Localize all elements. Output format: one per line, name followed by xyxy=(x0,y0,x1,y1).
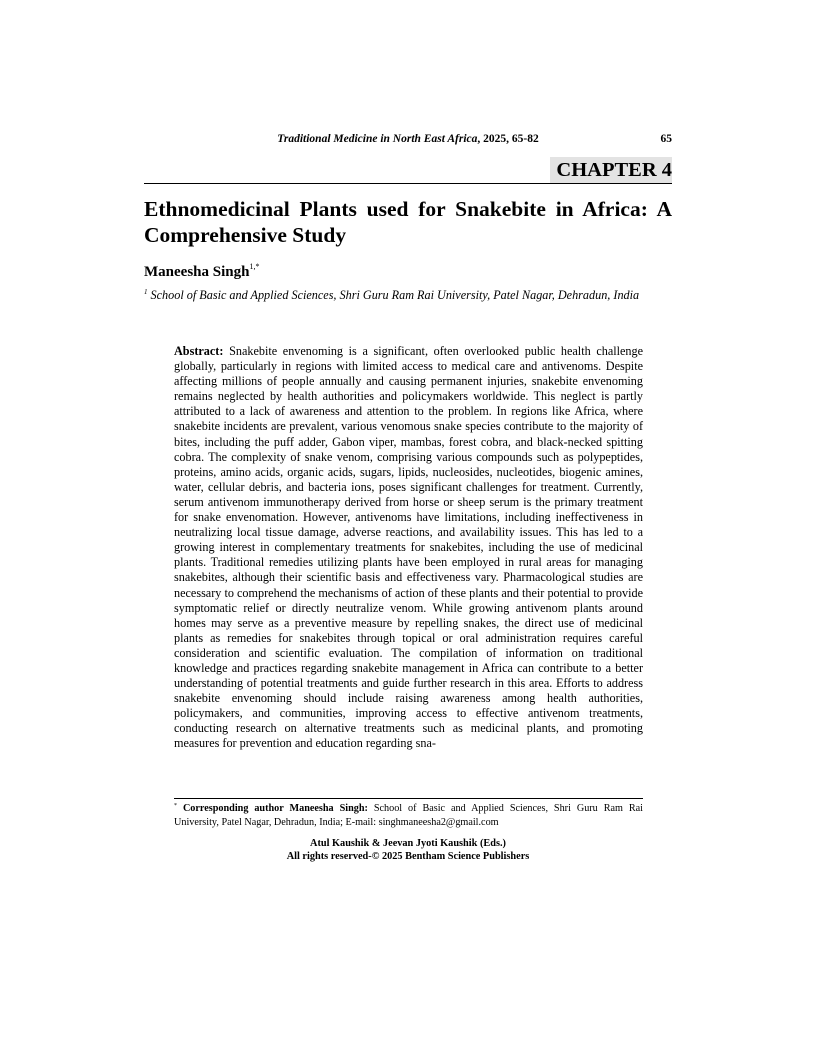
page-number: 65 xyxy=(660,133,672,145)
rights-line: All rights reserved-© 2025 Bentham Science Publishers xyxy=(286,851,530,862)
footnote xyxy=(174,800,643,829)
footnote-rule xyxy=(174,798,643,799)
affiliation xyxy=(144,285,672,304)
journal-name: Traditional Medicine in North East Africa xyxy=(277,133,478,145)
editors-line: Atul Kaushik & Jeevan Jyoti Kaushik (Eds.) xyxy=(310,838,506,849)
abstract-text: Snakebite envenoming is a significant, often overlooked public health challenge globally, particularly in regions with limited access to medical care and antivenoms. Despite affecting millions of people annually and causing permanent injuries, snakebite envenoming remains neglected by health authorities and policymakers worldwide. This neglect is partly attributed to a lack of awareness and attention to the problem. In regions like Africa, where snakebite incidents are prevalent, various venomous snake species contribute to the majority of bites, including the puff adder, Gabon viper, mambas, forest cobra, and black-necked spitting cobra. The complexity of snake venom, comprising various compounds such as polypeptides, proteins, amino acids, organic acids, sugars, lipids, nucleosides, nucleotides, biogenic amines, water, cellular debris, and bacteria ions, poses significant challenges for treatment. Currently, serum antivenom immunotherapy derived from horse or sheep serum is the primary treatment for snake envenomation. However, antivenoms have limitations, including ineffectiveness in neutralizing local tissue damage, adverse reactions, and availability issues. This has led to a growing interest in complementary treatments for snakebites, including the use of medicinal plants. Traditional remedies utilizing plants have been employed in rural areas for managing snakebites, although their scientific basis and effectiveness vary. Pharmacological studies are necessary to comprehend the mechanisms of action of these plants and their potential to provide symptomatic relief or directly neutralize venom. While growing antivenom plants around homes may serve as a preventive measure by repelling snakes, the direct use of medicinal plants as remedies for snakebites through topical or oral administration requires careful consideration and scientific evaluation. The compilation of information on traditional knowledge and practices regarding snakebite management in Africa can contribute to a better understanding of potential treatments and guide further research in this area. Efforts to address snakebite envenoming should include raising awareness among health authorities, policymakers, and communities, improving access to effective antivenom treatments, conducting research on alternative treatments such as medicinal plants, and promoting measures for prevention and education regarding sna- xyxy=(174,344,644,751)
abstract xyxy=(174,344,643,752)
footnote-label: Corresponding author Maneesha Singh: xyxy=(182,803,368,814)
running-header xyxy=(144,133,672,149)
chapter-title: Ethnomedicinal Plants used for Snakebite in Africa: A Comprehensive Study xyxy=(144,197,672,247)
author-superscript: 1,* xyxy=(249,262,260,271)
affiliation-superscript: 1 xyxy=(144,288,148,296)
chapter-label: CHAPTER 4 xyxy=(550,157,672,183)
affiliation-text: School of Basic and Applied Sciences, Shri Guru Ram Rai University, Patel Nagar, Dehradun, India xyxy=(147,288,640,302)
publisher-block xyxy=(144,837,672,863)
journal-details: , 2025, 65-82 xyxy=(477,133,539,145)
author xyxy=(144,262,259,281)
footnote-text: School of Basic and Applied Sciences, Shri Guru Ram Rai University, Patel Nagar, Dehradun, India; E-mail: singhmaneesha2@gmail.com xyxy=(174,803,644,828)
author-name: Maneesha Singh xyxy=(144,264,250,280)
chapter-rule xyxy=(144,183,672,184)
footnote-superscript: * xyxy=(174,803,177,809)
abstract-label: Abstract: xyxy=(174,344,224,358)
